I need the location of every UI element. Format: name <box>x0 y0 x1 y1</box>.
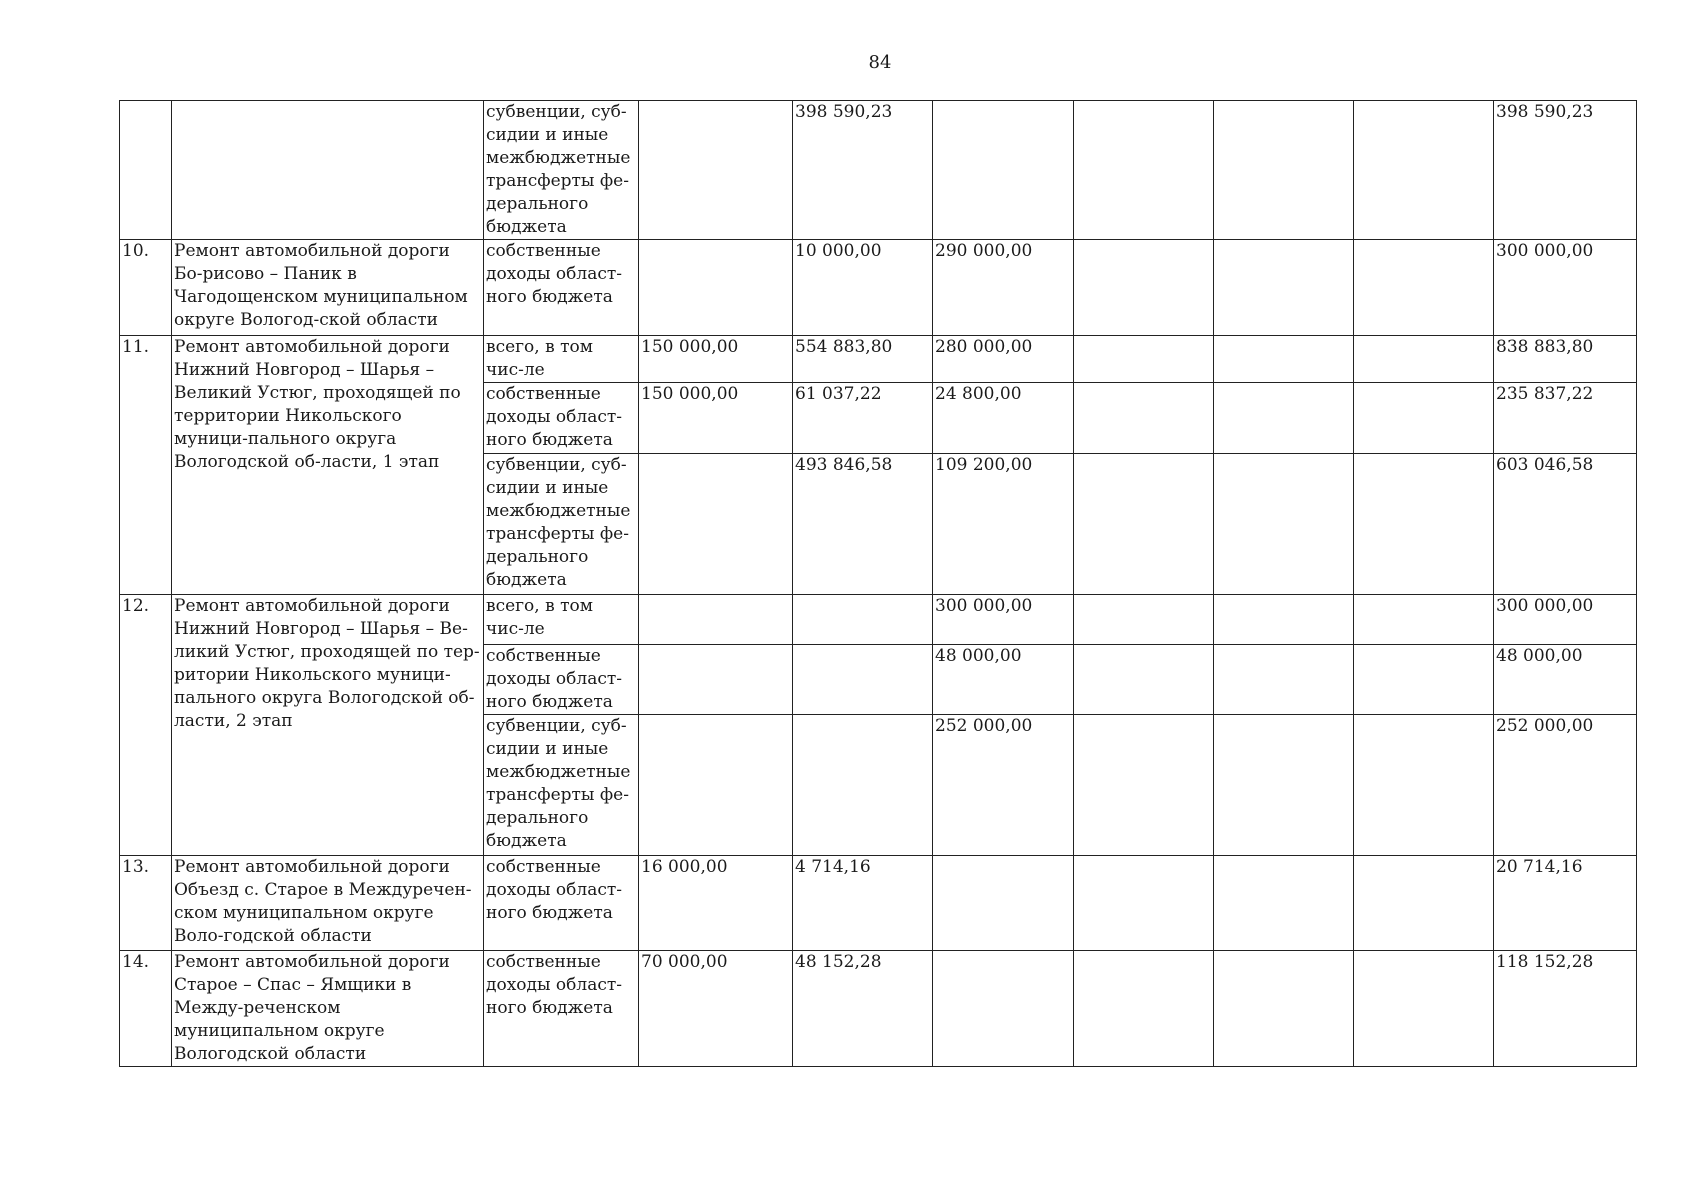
year-3-cell: 252 000,00 <box>933 715 1074 856</box>
row-number-cell: 12. <box>120 595 172 856</box>
year-4-cell <box>1074 856 1214 951</box>
total-cell: 20 714,16 <box>1494 856 1637 951</box>
year-1-cell <box>639 240 793 336</box>
year-5-cell <box>1214 101 1354 240</box>
total-cell: 838 883,80 <box>1494 336 1637 383</box>
total-cell: 300 000,00 <box>1494 240 1637 336</box>
funding-source-cell: субвенции, суб-сидии и иные межбюджетные трансферты фе-дерального бюджета <box>484 715 639 856</box>
year-5-cell <box>1214 645 1354 715</box>
funding-source-cell: субвенции, суб-сидии и иные межбюджетные трансферты фе-дерального бюджета <box>484 454 639 595</box>
year-5-cell <box>1214 336 1354 383</box>
year-1-cell <box>639 645 793 715</box>
page-number: 84 <box>868 52 892 73</box>
table-row <box>120 240 1637 336</box>
year-6-cell <box>1354 951 1494 1067</box>
year-1-cell <box>639 454 793 595</box>
budget-table <box>119 100 1637 1067</box>
year-4-cell <box>1074 454 1214 595</box>
row-number-cell: 14. <box>120 951 172 1067</box>
year-6-cell <box>1354 454 1494 595</box>
year-5-cell <box>1214 595 1354 645</box>
total-cell: 252 000,00 <box>1494 715 1637 856</box>
year-5-cell <box>1214 715 1354 856</box>
object-name-cell: Ремонт автомобильной дороги Нижний Новгород – Шарья – Великий Устюг, проходящей по территории Никольского муници-пального округа Вологодской об-ласти, 1 этап <box>172 336 484 595</box>
year-6-cell <box>1354 240 1494 336</box>
table-row <box>120 951 1637 1067</box>
object-name-cell: Ремонт автомобильной дороги Нижний Новгород – Шарья – Ве-ликий Устюг, проходящей по тер-ритории Никольского муници-пального округа Вологодской об-ласти, 2 этап <box>172 595 484 856</box>
total-cell: 398 590,23 <box>1494 101 1637 240</box>
year-6-cell <box>1354 645 1494 715</box>
year-4-cell <box>1074 645 1214 715</box>
year-2-cell: 48 152,28 <box>793 951 933 1067</box>
year-4-cell <box>1074 715 1214 856</box>
funding-source-cell: всего, в том чис-ле <box>484 595 639 645</box>
funding-source-cell: собственные доходы област-ного бюджета <box>484 383 639 454</box>
table-row <box>120 101 1637 240</box>
year-4-cell <box>1074 951 1214 1067</box>
year-2-cell: 554 883,80 <box>793 336 933 383</box>
object-name-cell <box>172 101 484 240</box>
year-3-cell: 48 000,00 <box>933 645 1074 715</box>
year-1-cell: 150 000,00 <box>639 383 793 454</box>
year-2-cell: 398 590,23 <box>793 101 933 240</box>
year-2-cell: 493 846,58 <box>793 454 933 595</box>
funding-source-cell: собственные доходы област-ного бюджета <box>484 951 639 1067</box>
row-number-cell <box>120 101 172 240</box>
year-6-cell <box>1354 336 1494 383</box>
year-3-cell <box>933 101 1074 240</box>
year-3-cell: 280 000,00 <box>933 336 1074 383</box>
year-1-cell: 70 000,00 <box>639 951 793 1067</box>
year-3-cell: 24 800,00 <box>933 383 1074 454</box>
year-1-cell <box>639 101 793 240</box>
year-6-cell <box>1354 101 1494 240</box>
year-2-cell: 61 037,22 <box>793 383 933 454</box>
year-4-cell <box>1074 383 1214 454</box>
year-5-cell <box>1214 454 1354 595</box>
year-5-cell <box>1214 240 1354 336</box>
year-3-cell: 290 000,00 <box>933 240 1074 336</box>
table-row <box>120 336 1637 383</box>
year-6-cell <box>1354 383 1494 454</box>
year-2-cell: 4 714,16 <box>793 856 933 951</box>
year-2-cell: 10 000,00 <box>793 240 933 336</box>
funding-source-cell: субвенции, суб-сидии и иные межбюджетные трансферты фе-дерального бюджета <box>484 101 639 240</box>
funding-source-cell: собственные доходы област-ного бюджета <box>484 240 639 336</box>
year-4-cell <box>1074 240 1214 336</box>
year-6-cell <box>1354 715 1494 856</box>
year-1-cell: 150 000,00 <box>639 336 793 383</box>
table-row <box>120 856 1637 951</box>
year-6-cell <box>1354 595 1494 645</box>
year-3-cell <box>933 951 1074 1067</box>
object-name-cell: Ремонт автомобильной дороги Старое – Спас – Ямщики в Между-реченском муниципальном округе Вологодской области <box>172 951 484 1067</box>
year-2-cell <box>793 595 933 645</box>
total-cell: 235 837,22 <box>1494 383 1637 454</box>
funding-source-cell: собственные доходы област-ного бюджета <box>484 645 639 715</box>
row-number-cell: 11. <box>120 336 172 595</box>
year-4-cell <box>1074 595 1214 645</box>
total-cell: 300 000,00 <box>1494 595 1637 645</box>
year-2-cell <box>793 715 933 856</box>
table-row <box>120 595 1637 645</box>
year-3-cell: 300 000,00 <box>933 595 1074 645</box>
year-2-cell <box>793 645 933 715</box>
year-3-cell: 109 200,00 <box>933 454 1074 595</box>
year-5-cell <box>1214 383 1354 454</box>
total-cell: 603 046,58 <box>1494 454 1637 595</box>
year-1-cell: 16 000,00 <box>639 856 793 951</box>
year-6-cell <box>1354 856 1494 951</box>
total-cell: 48 000,00 <box>1494 645 1637 715</box>
year-3-cell <box>933 856 1074 951</box>
row-number-cell: 10. <box>120 240 172 336</box>
year-4-cell <box>1074 101 1214 240</box>
year-1-cell <box>639 715 793 856</box>
year-5-cell <box>1214 856 1354 951</box>
total-cell: 118 152,28 <box>1494 951 1637 1067</box>
object-name-cell: Ремонт автомобильной дороги Бо-рисово – Паник в Чагодощенском муниципальном округе Вологод-ской области <box>172 240 484 336</box>
object-name-cell: Ремонт автомобильной дороги Объезд с. Старое в Междуречен-ском муниципальном округе Воло-годской области <box>172 856 484 951</box>
funding-source-cell: собственные доходы област-ного бюджета <box>484 856 639 951</box>
year-5-cell <box>1214 951 1354 1067</box>
row-number-cell: 13. <box>120 856 172 951</box>
year-1-cell <box>639 595 793 645</box>
funding-source-cell: всего, в том чис-ле <box>484 336 639 383</box>
year-4-cell <box>1074 336 1214 383</box>
